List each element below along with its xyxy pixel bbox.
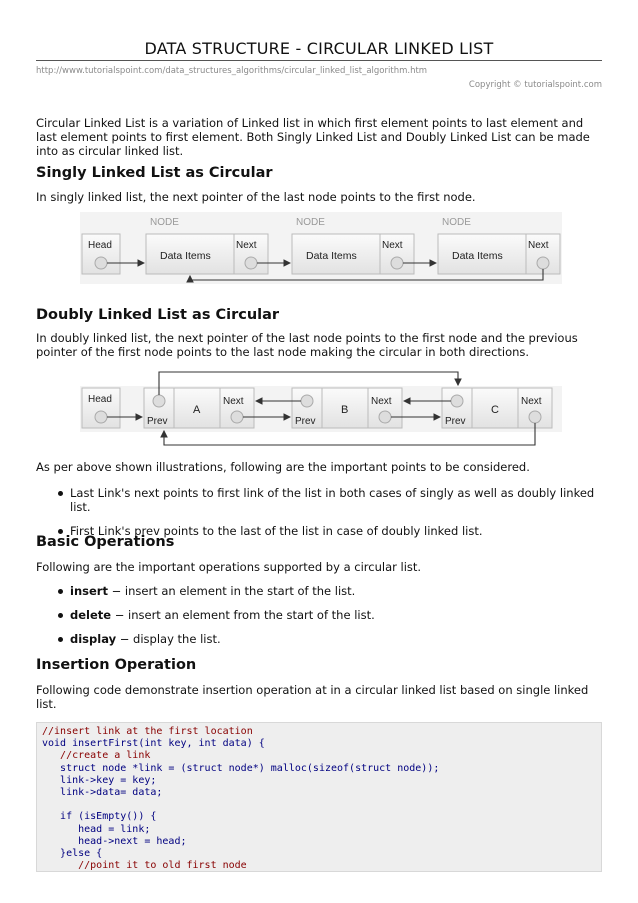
next-label: Next bbox=[371, 396, 392, 407]
prev-label: Prev bbox=[295, 416, 316, 427]
code-line: //create a link bbox=[42, 750, 151, 762]
code-line: struct node *link = (struct node*) malloc(sizeof(struct node)); bbox=[42, 762, 440, 774]
prev-label: Prev bbox=[445, 416, 466, 427]
doubly-paragraph: In doubly linked list, the next pointer of the last node points to the first node and the previous pointer of the first node points to the last node making the circular in both directions. bbox=[36, 331, 578, 359]
code-line: }else { bbox=[42, 848, 103, 860]
data-items-label: Data Items bbox=[306, 250, 357, 262]
list-item bbox=[36, 632, 602, 646]
singly-paragraph: In singly linked list, the next pointer of the last node points to the first node. bbox=[36, 190, 476, 204]
node-b bbox=[292, 388, 402, 428]
singly-circular-diagram bbox=[80, 212, 562, 284]
list-item: Last Link's next points to first link of the list in both cases of singly as well as doubly linked list. bbox=[36, 486, 602, 514]
node-caption: NODE bbox=[442, 217, 471, 228]
node-value: B bbox=[341, 404, 349, 416]
code-line: if (isEmpty()) { bbox=[42, 811, 157, 823]
operation-name: delete bbox=[70, 608, 112, 622]
node-1 bbox=[146, 234, 268, 274]
next-label: Next bbox=[528, 240, 549, 251]
code-line: head->next = head; bbox=[42, 835, 187, 847]
points-intro: As per above shown illustrations, following are the important points to be considered. bbox=[36, 460, 530, 474]
code-listing bbox=[42, 726, 601, 872]
code-line: void insertFirst(int key, int data) { bbox=[42, 738, 265, 750]
page-title: DATA STRUCTURE - CIRCULAR LINKED LIST bbox=[144, 39, 494, 58]
next-label: Next bbox=[223, 396, 244, 407]
next-label: Next bbox=[236, 240, 257, 251]
node-caption: NODE bbox=[150, 217, 179, 228]
prev-label: Prev bbox=[147, 416, 168, 427]
operation-name: insert bbox=[70, 584, 108, 598]
next-label: Next bbox=[521, 396, 542, 407]
doubly-heading: Doubly Linked List as Circular bbox=[36, 307, 280, 323]
code-line: //insert link at the first location bbox=[42, 726, 253, 737]
code-block[interactable] bbox=[36, 722, 602, 872]
code-line: //point it to old first node bbox=[42, 860, 247, 872]
operation-desc: − display the list. bbox=[116, 632, 221, 646]
node-a bbox=[144, 388, 254, 428]
head-label: Head bbox=[88, 394, 112, 405]
operation-desc: − insert an element in the start of the list. bbox=[107, 584, 356, 598]
title-divider bbox=[36, 60, 602, 61]
node-value: A bbox=[193, 404, 201, 416]
head-box bbox=[82, 234, 120, 274]
doubly-circular-diagram bbox=[80, 366, 562, 448]
node-c bbox=[442, 388, 552, 428]
operations-intro: Following are the important operations supported by a circular list. bbox=[36, 560, 422, 574]
code-line: head = link; bbox=[42, 823, 151, 835]
intro-paragraph: Circular Linked List is a variation of Linked list in which first element points to last element and last element points to first element. Both Singly Linked List and Doubly Linked List can be made into as circular linked list. bbox=[36, 116, 590, 158]
list-item bbox=[36, 584, 602, 598]
next-label: Next bbox=[382, 240, 403, 251]
insertion-paragraph: Following code demonstrate insertion operation at in a circular linked list based on single linked list. bbox=[36, 683, 589, 711]
source-url[interactable]: http://www.tutorialspoint.com/data_structures_algorithms/circular_linked_list_algorithm.htm bbox=[36, 66, 428, 76]
node-value: C bbox=[491, 404, 499, 416]
node-2 bbox=[292, 234, 414, 274]
data-items-label: Data Items bbox=[452, 250, 503, 262]
code-line: link->data= data; bbox=[42, 787, 163, 799]
operation-name: display bbox=[70, 632, 117, 646]
singly-heading: Singly Linked List as Circular bbox=[36, 165, 273, 181]
insertion-heading: Insertion Operation bbox=[36, 657, 197, 673]
copyright-notice: Copyright © tutorialspoint.com bbox=[468, 80, 602, 90]
node-caption: NODE bbox=[296, 217, 325, 228]
list-item: First Link's prev points to the last of the list in case of doubly linked list. bbox=[36, 524, 602, 538]
head-label: Head bbox=[88, 240, 112, 251]
points-list bbox=[36, 486, 602, 538]
list-item bbox=[36, 608, 602, 622]
operation-desc: − insert an element from the start of the list. bbox=[111, 608, 375, 622]
data-items-label: Data Items bbox=[160, 250, 211, 262]
node-3 bbox=[438, 234, 560, 274]
operations-list bbox=[36, 584, 602, 646]
code-line: link->key = key; bbox=[42, 774, 157, 786]
operations-heading: Basic Operations bbox=[36, 534, 175, 550]
